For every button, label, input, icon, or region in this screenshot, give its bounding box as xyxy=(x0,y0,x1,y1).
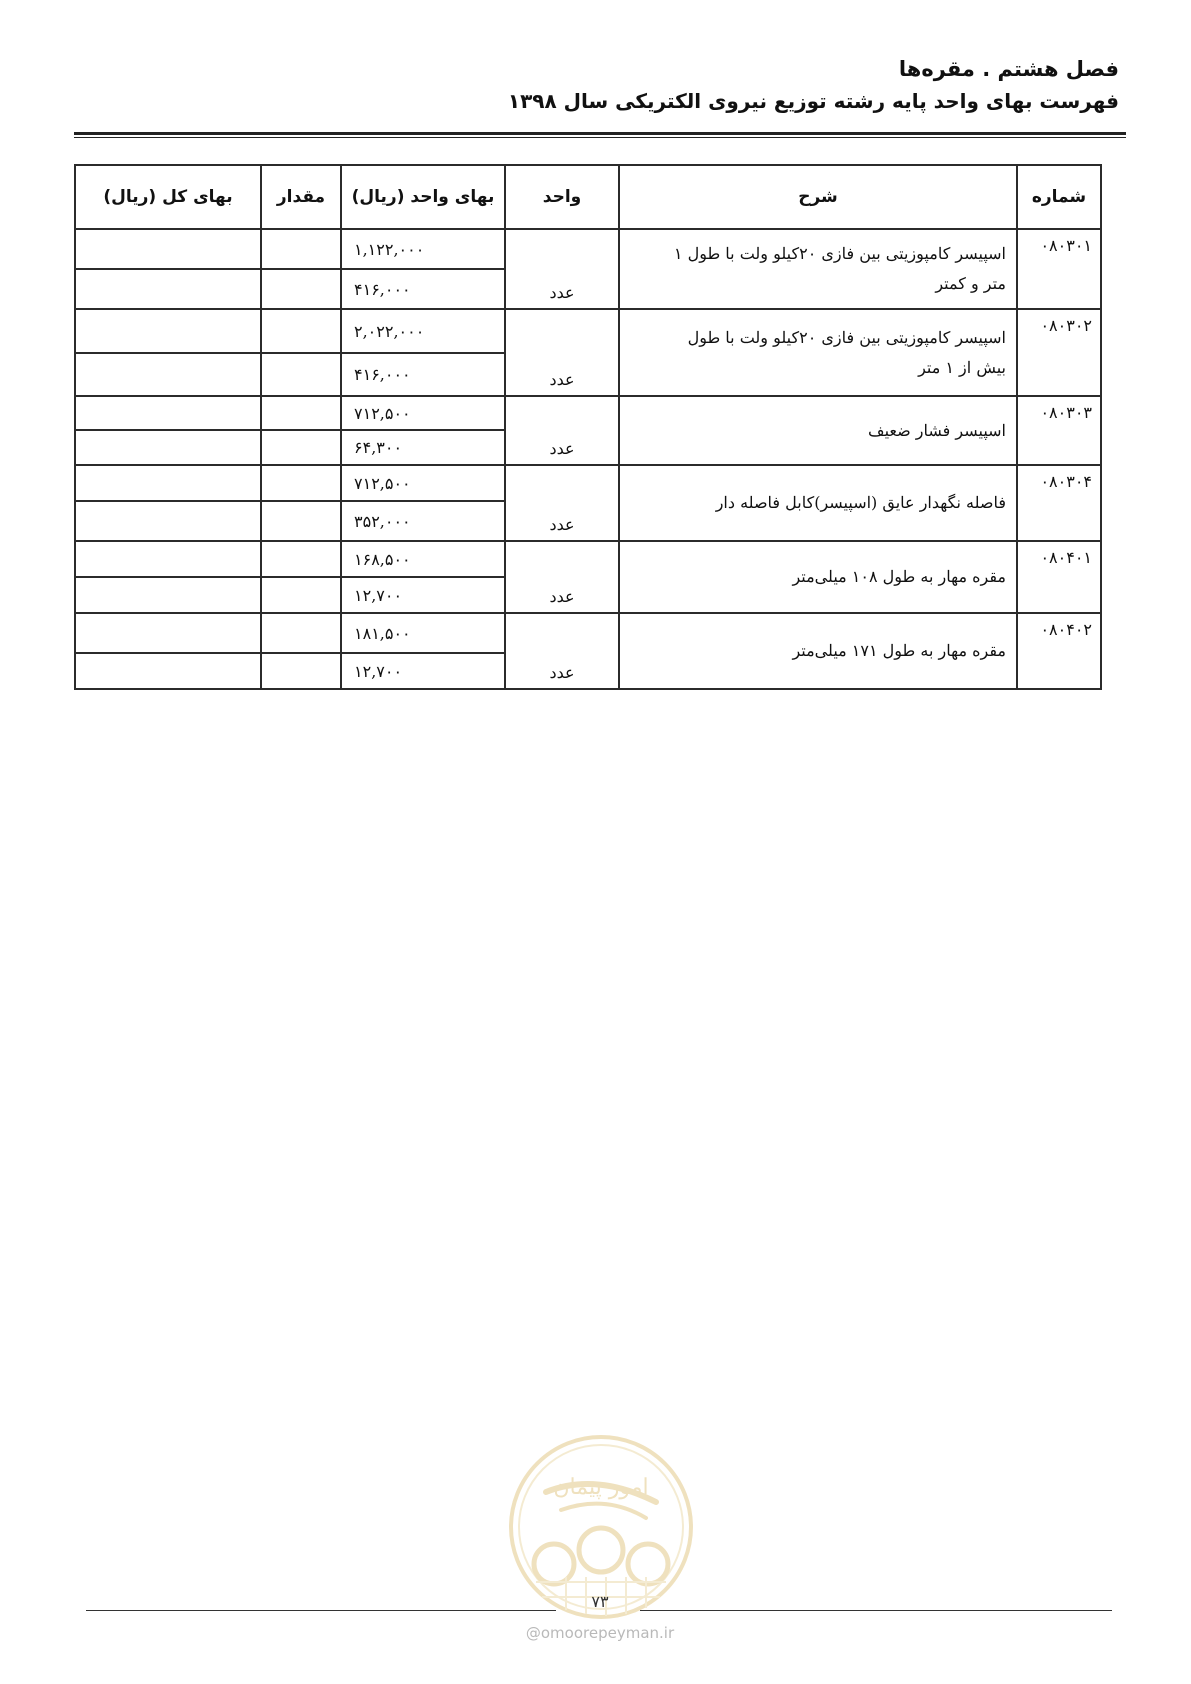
item-code: ۰۸۰۳۰۱ xyxy=(1017,229,1101,309)
description-line: اسپیسر کامپوزیتی بین فازی ۲۰کیلو ولت با طول ۱ xyxy=(673,244,1006,263)
total-price-cell xyxy=(75,613,261,653)
total-price-cell xyxy=(75,229,261,269)
item-description xyxy=(619,613,1017,689)
item-description xyxy=(619,465,1017,541)
footer-rule-right xyxy=(640,1610,1112,1611)
quantity-cell xyxy=(261,653,341,689)
quantity-cell xyxy=(261,577,341,613)
description-line: بیش از ۱ متر xyxy=(918,357,1006,377)
quantity-cell xyxy=(261,501,341,541)
unit-price: ۱۲,۷۰۰ xyxy=(341,577,505,613)
quantity-cell xyxy=(261,465,341,501)
site-watermark-text: @omoorepeyman.ir xyxy=(525,1624,675,1642)
watermark-text: امور پیمان xyxy=(553,1475,649,1500)
table-row xyxy=(75,396,1101,430)
description-line: فاصله نگهدار عایق (اسپیسر)کابل فاصله دار xyxy=(715,493,1006,512)
item-unit: عدد xyxy=(505,229,619,309)
item-description xyxy=(619,229,1017,309)
unit-price: ۴۱۶,۰۰۰ xyxy=(341,353,505,396)
page-header xyxy=(508,54,1119,118)
unit-price: ۲,۰۲۲,۰۰۰ xyxy=(341,309,505,353)
quantity-cell xyxy=(261,541,341,577)
item-description xyxy=(619,396,1017,465)
item-code: ۰۸۰۳۰۴ xyxy=(1017,465,1101,541)
description-line: اسپیسر کامپوزیتی بین فازی ۲۰کیلو ولت با طول xyxy=(687,327,1006,347)
col-header-description: شرح xyxy=(619,165,1017,229)
table-row xyxy=(75,309,1101,353)
item-unit: عدد xyxy=(505,396,619,465)
quantity-cell xyxy=(261,430,341,465)
footer-rule-left xyxy=(86,1610,556,1611)
description-line: مقره مهار به طول ۱۷۱ میلی‌متر xyxy=(792,641,1006,660)
quantity-cell xyxy=(261,269,341,309)
col-header-total-price: بهای کل (ریال) xyxy=(75,165,261,229)
item-unit: عدد xyxy=(505,541,619,613)
total-price-cell xyxy=(75,309,261,353)
document-title: فهرست بهای واحد پایه رشته توزیع نیروی الکتریکی سال ۱۳۹۸ xyxy=(507,89,1119,113)
table-row xyxy=(75,541,1101,577)
unit-price: ۱۶۸,۵۰۰ xyxy=(341,541,505,577)
item-code: ۰۸۰۳۰۳ xyxy=(1017,396,1101,465)
total-price-cell xyxy=(75,396,261,430)
unit-price: ۷۱۲,۵۰۰ xyxy=(341,396,505,430)
header-rule-thin xyxy=(74,137,1126,138)
unit-price: ۱۸۱,۵۰۰ xyxy=(341,613,505,653)
total-price-cell xyxy=(75,501,261,541)
quantity-cell xyxy=(261,613,341,653)
total-price-cell xyxy=(75,269,261,309)
description-line: مقره مهار به طول ۱۰۸ میلی‌متر xyxy=(792,567,1006,586)
total-price-cell xyxy=(75,653,261,689)
unit-price: ۱,۱۲۲,۰۰۰ xyxy=(341,229,505,269)
col-header-code: شماره xyxy=(1017,165,1101,229)
description-line: متر و کمتر xyxy=(935,274,1006,293)
header-rule-thick xyxy=(74,132,1126,135)
col-header-unit: واحد xyxy=(505,165,619,229)
unit-price: ۷۱۲,۵۰۰ xyxy=(341,465,505,501)
item-unit: عدد xyxy=(505,613,619,689)
total-price-cell xyxy=(75,353,261,396)
unit-price: ۱۲,۷۰۰ xyxy=(341,653,505,689)
price-table xyxy=(74,164,1102,690)
description-line: اسپیسر فشار ضعیف xyxy=(868,420,1006,440)
table-header-row xyxy=(75,165,1101,229)
item-unit: عدد xyxy=(505,309,619,396)
col-header-quantity: مقدار xyxy=(261,165,341,229)
total-price-cell xyxy=(75,577,261,613)
unit-price: ۶۴,۳۰۰ xyxy=(341,430,505,465)
item-unit: عدد xyxy=(505,465,619,541)
item-code: ۰۸۰۳۰۲ xyxy=(1017,309,1101,396)
col-header-unit-price: بهای واحد (ریال) xyxy=(341,165,505,229)
item-code: ۰۸۰۴۰۲ xyxy=(1017,613,1101,689)
quantity-cell xyxy=(261,353,341,396)
total-price-cell xyxy=(75,430,261,465)
quantity-cell xyxy=(261,396,341,430)
quantity-cell xyxy=(261,229,341,269)
item-description xyxy=(619,541,1017,613)
table-row xyxy=(75,465,1101,501)
unit-price: ۳۵۲,۰۰۰ xyxy=(341,501,505,541)
quantity-cell xyxy=(261,309,341,353)
item-code: ۰۸۰۴۰۱ xyxy=(1017,541,1101,613)
table-row xyxy=(75,229,1101,269)
chapter-title: فصل هشتم . مقره‌ها xyxy=(898,57,1119,81)
total-price-cell xyxy=(75,465,261,501)
unit-price: ۴۱۶,۰۰۰ xyxy=(341,269,505,309)
item-description xyxy=(619,309,1017,396)
total-price-cell xyxy=(75,541,261,577)
table-row xyxy=(75,613,1101,653)
page-number: ۷۳ xyxy=(591,1592,609,1611)
